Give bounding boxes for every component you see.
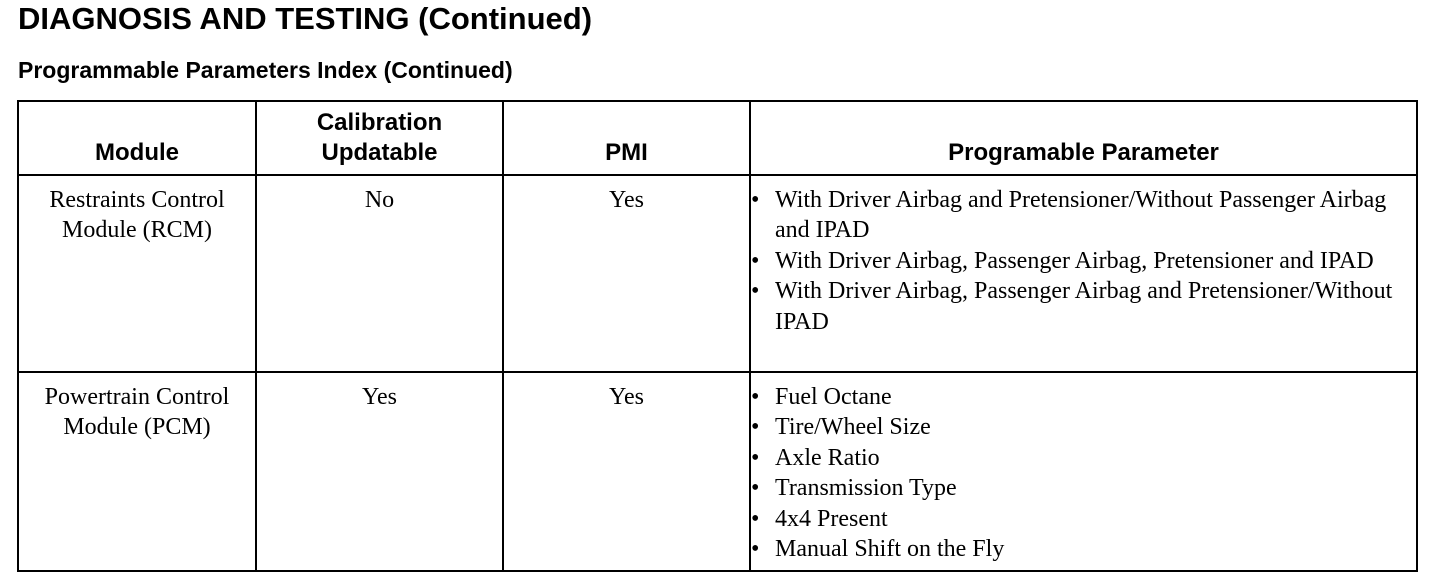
parameter-item: • Transmission Type [751,473,1416,503]
header-calibration-line1: Calibration [316,109,443,136]
header-calibration-line2: Updatable [321,139,438,166]
section-title: DIAGNOSIS AND TESTING (Continued) [18,1,593,36]
parameters-cell [750,175,1417,372]
parameter-item: • Axle Ratio [751,443,1416,473]
parameter-item: • With Driver Airbag, Passenger Airbag and Pretensioner/Without IPAD [751,276,1416,337]
sub-title: Programmable Parameters Index (Continued) [18,57,513,83]
header-pmi: PMI [503,101,750,175]
pmi-cell: Yes [503,175,750,372]
parameter-list [751,382,1416,564]
header-module: Module [18,101,256,175]
parameter-item: • Fuel Octane [751,382,1416,412]
parameter-item: • With Driver Airbag, Passenger Airbag, Pretensioner and IPAD [751,246,1416,276]
header-calibration-updatable [256,101,503,175]
parameters-cell [750,372,1417,571]
module-cell: Restraints Control Module (RCM) [18,175,256,372]
table-header-row [18,101,1417,175]
header-programable-parameter: Programable Parameter [750,101,1417,175]
parameter-item: • Tire/Wheel Size [751,412,1416,442]
pmi-cell: Yes [503,372,750,571]
table-row-rcm [18,175,1417,372]
table-row-pcm [18,372,1417,571]
programmable-parameters-table [17,100,1418,572]
parameter-list [751,185,1416,337]
module-cell: Powertrain Control Module (PCM) [18,372,256,571]
parameter-item: • 4x4 Present [751,504,1416,534]
calibration-cell: Yes [256,372,503,571]
parameter-item: • With Driver Airbag and Pretensioner/Without Passenger Airbag and IPAD [751,185,1416,246]
parameter-item: • Manual Shift on the Fly [751,534,1416,564]
calibration-cell: No [256,175,503,372]
